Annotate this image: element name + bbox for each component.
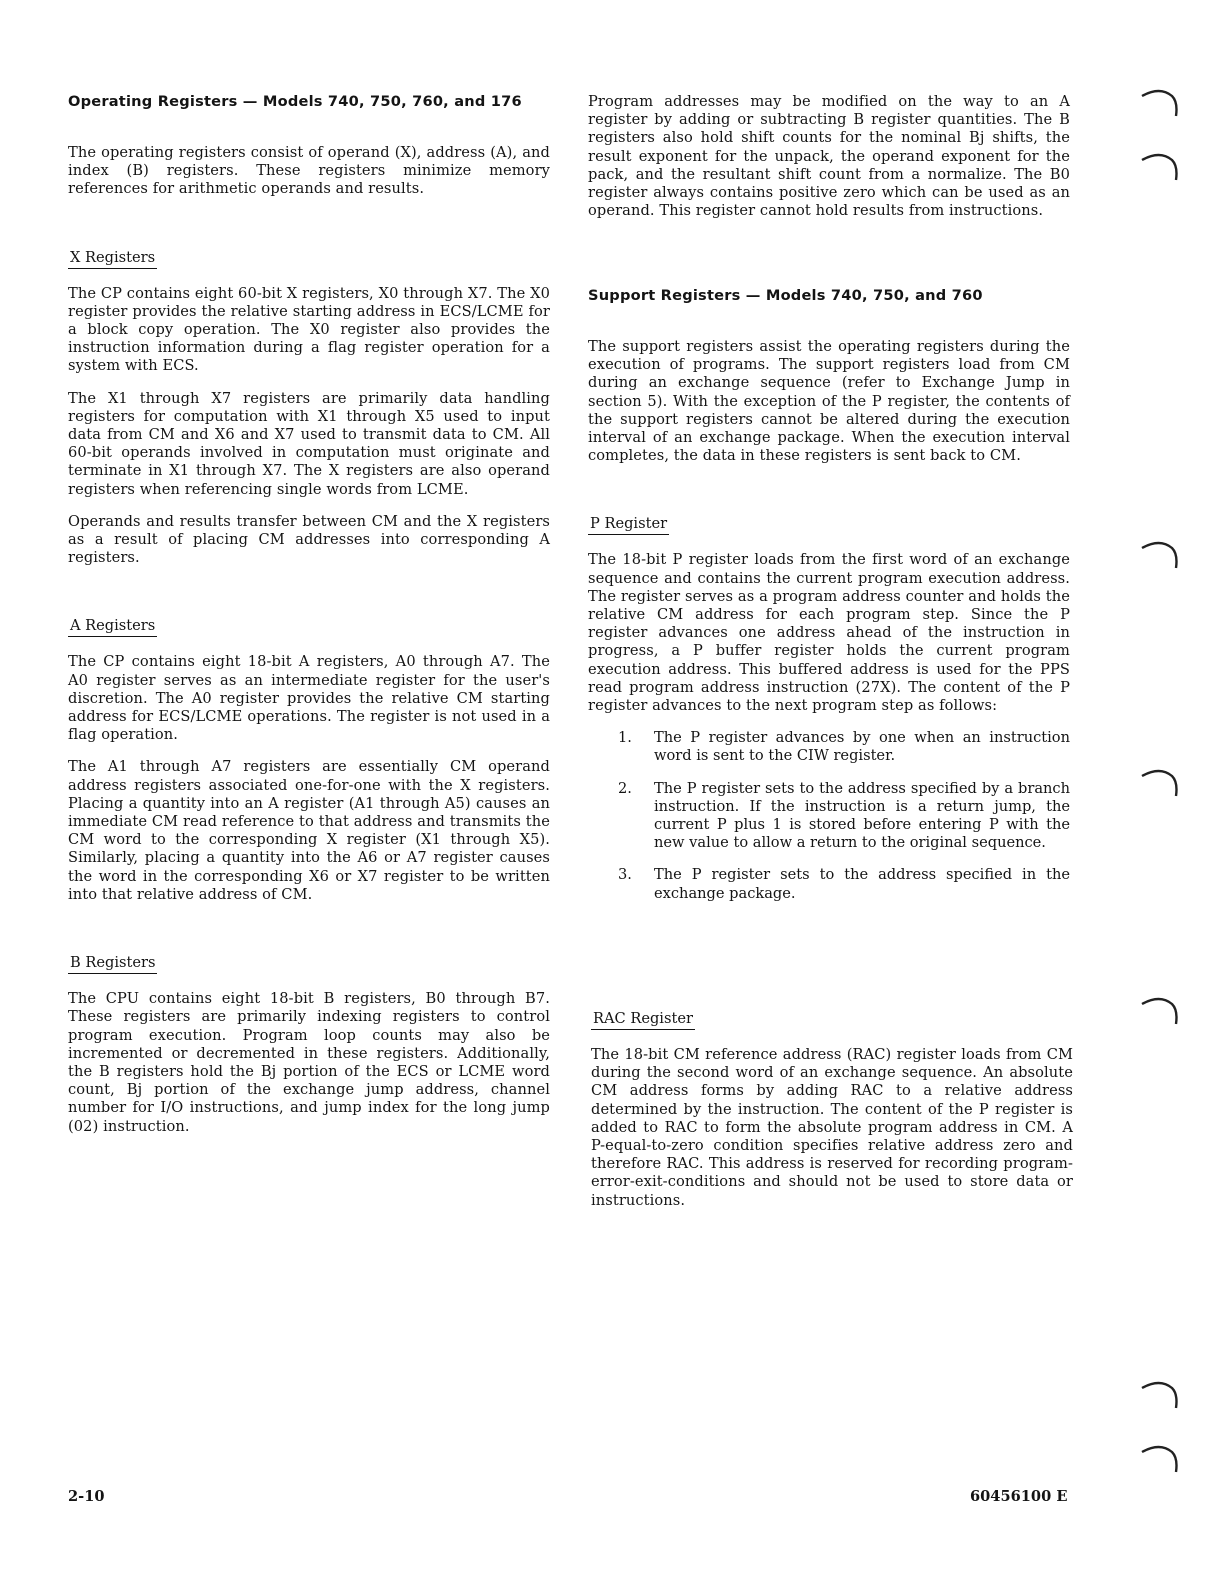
document-number: 60456100 E bbox=[970, 1488, 1068, 1505]
punch-hole-mark-icon bbox=[1138, 86, 1182, 120]
left-column bbox=[68, 93, 550, 1150]
support-registers-intro: The support registers assist the operating registers during the execution of programs. The support registers load from CM during an exchange sequence (refer to Exchange Jump in section 5). With the exception of the P register, the contents of the support registers cannot be altered during the execution interval of an exchange package. When the execution interval completes, the data in these registers is sent back to CM. bbox=[588, 338, 1070, 465]
list-item-number: 2. bbox=[618, 779, 632, 797]
p-register-steps bbox=[588, 729, 1070, 903]
b-registers-p1: The CPU contains eight 18-bit B registers, B0 through B7. These registers are primarily indexing registers to control program execution. Program loop counts may also be incremented or decremented in these registers. Additionally, the B registers hold the Bj portion of the ECS or LCME word count, Bj portion of the exchange jump address, channel number for I/O instructions, and jump index for the long jump (02) instruction. bbox=[68, 990, 550, 1135]
operating-registers-intro: The operating registers consist of operand (X), address (A), and index (B) registers. These registers minimize memory references for arithmetic operands and results. bbox=[68, 144, 550, 198]
a-registers-p2: The A1 through A7 registers are essentially CM operand address registers associated one-for-one with the X registers. Placing a quantity into an A register (A1 through A5) causes an immediate CM read reference to that address and transmits the CM word to the corresponding X register (X1 through X5). Similarly, placing a quantity into the A6 or A7 register causes the word in the corresponding X6 or X7 register to be written into that relative address of CM. bbox=[68, 758, 550, 903]
b-registers-heading: B Registers bbox=[68, 954, 157, 974]
x-registers-p3: Operands and results transfer between CM and the X registers as a result of placing CM addresses into corresponding A registers. bbox=[68, 512, 550, 567]
operating-registers-title: Operating Registers — Models 740, 750, 760, and 176 bbox=[68, 93, 522, 110]
p-register-heading: P Register bbox=[588, 515, 669, 535]
list-item bbox=[588, 780, 1070, 853]
x-registers-p2: The X1 through X7 registers are primarily data handling registers for computation with X1 through X5 used to input data from CM and X6 and X7 used to transmit data to CM. All 60-bit operands involved in computation must originate and terminate in X1 through X7. The X registers are also operand registers when referencing single words from LCME. bbox=[68, 389, 550, 498]
support-registers-title: Support Registers — Models 740, 750, and 760 bbox=[588, 287, 983, 304]
punch-hole-mark-icon bbox=[1138, 1442, 1182, 1476]
punch-hole-mark-icon bbox=[1138, 766, 1182, 800]
list-item-text: The P register sets to the address specified in the exchange package. bbox=[654, 866, 1070, 902]
list-item bbox=[588, 729, 1070, 765]
rac-register-heading: RAC Register bbox=[591, 1010, 695, 1030]
b-registers-continued: Program addresses may be modified on the way to an A register by adding or subtracting B register quantities. The B registers also hold shift counts for the nominal Bj shifts, the result exponent for the unpack, the operand exponent for the pack, and the resultant shift count from a normalize. The B0 register always contains positive zero which can be used as an operand. This register cannot hold results from instructions. bbox=[588, 93, 1070, 220]
punch-hole-mark-icon bbox=[1138, 1378, 1182, 1412]
list-item-text: The P register advances by one when an instruction word is sent to the CIW register. bbox=[654, 729, 1070, 765]
p-register-p1: The 18-bit P register loads from the first word of an exchange sequence and contains the current program execution address. The register serves as a program address counter and holds the relative CM address for each program step. Since the P register advances one address ahead of the instruction in progress, a P buffer register holds the current program execution address. This buffered address is used for the PPS read program address instruction (27X). The content of the P register advances to the next program step as follows: bbox=[588, 551, 1070, 715]
list-item-number: 3. bbox=[618, 866, 632, 884]
punch-hole-mark-icon bbox=[1138, 538, 1182, 572]
x-registers-p1: The CP contains eight 60-bit X registers, X0 through X7. The X0 register provides the relative starting address in ECS/LCME for a block copy operation. The X0 register also provides the instruction information during a flag register operation for a system with ECS. bbox=[68, 284, 550, 375]
page-number: 2-10 bbox=[68, 1488, 105, 1505]
list-item bbox=[588, 866, 1070, 902]
a-registers-heading: A Registers bbox=[68, 617, 157, 637]
right-column-top bbox=[588, 93, 1070, 234]
list-item-text: The P register sets to the address specified by a branch instruction. If the instruction is a return jump, the current P plus 1 is stored before entering P with the new value to allow a return to the original sequence. bbox=[654, 779, 1070, 852]
a-registers-p1: The CP contains eight 18-bit A registers, A0 through A7. The A0 register serves as an intermediate register for the user's discretion. The A0 register provides the relative CM starting address for ECS/LCME operations. The register is not used in a flag operation. bbox=[68, 653, 550, 744]
rac-register-p1: The 18-bit CM reference address (RAC) register loads from CM during the second word of an exchange sequence. An absolute CM address forms by adding RAC to a relative address determined by the instruction. The content of the P register is added to RAC to form the absolute program address in CM. A P-equal-to-zero condition specifies relative address zero and therefore RAC. This address is reserved for recording program-error-exit-conditions and should not be used to store data or instructions. bbox=[591, 1046, 1073, 1209]
punch-hole-mark-icon bbox=[1138, 150, 1182, 184]
x-registers-heading: X Registers bbox=[68, 249, 157, 269]
list-item-number: 1. bbox=[618, 729, 632, 747]
right-column-middle bbox=[588, 287, 1070, 917]
right-column-bottom bbox=[591, 1008, 1073, 1224]
punch-hole-mark-icon bbox=[1138, 994, 1182, 1028]
